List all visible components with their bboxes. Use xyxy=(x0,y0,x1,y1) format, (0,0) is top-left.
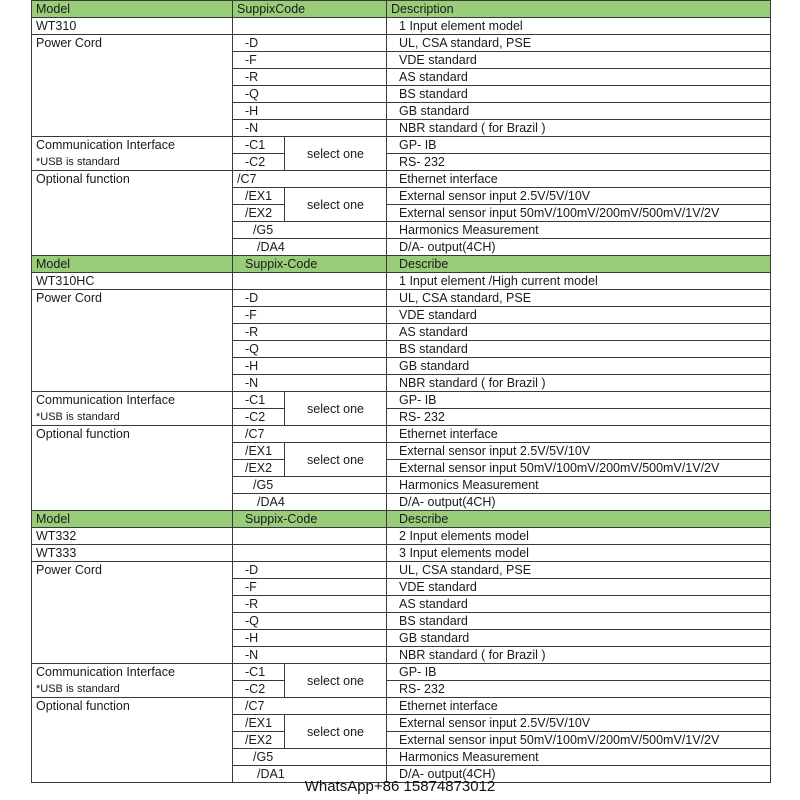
model-name: WT310HC xyxy=(32,273,233,290)
suffix-description: VDE standard xyxy=(387,52,771,69)
suffix-description: UL, CSA standard, PSE xyxy=(387,290,771,307)
section-header xyxy=(32,1,771,18)
optional-function-label: Optional function xyxy=(32,171,233,256)
suffix-code: /DA4 xyxy=(233,239,387,256)
section-header xyxy=(32,511,771,528)
suffix-code: -R xyxy=(233,324,387,341)
model-name: WT333 xyxy=(32,545,233,562)
model-description: 1 Input element /High current model xyxy=(387,273,771,290)
suffix-description: BS standard xyxy=(387,613,771,630)
suffix-description: External sensor input 2.5V/5V/10V xyxy=(387,188,771,205)
suffix-description: GB standard xyxy=(387,630,771,647)
comm-row xyxy=(32,154,771,171)
suffix-code: -C2 xyxy=(233,154,285,171)
suffix-description: AS standard xyxy=(387,324,771,341)
suffix-description: AS standard xyxy=(387,69,771,86)
suffix-description: GB standard xyxy=(387,358,771,375)
usb-standard-note: *USB is standard xyxy=(32,154,233,171)
suffix-description: VDE standard xyxy=(387,579,771,596)
suffix-description: RS- 232 xyxy=(387,154,771,171)
header-suffix-code: Suppix-Code xyxy=(233,511,387,528)
select-one-note: select one xyxy=(285,188,387,222)
suffix-code: /G5 xyxy=(233,222,387,239)
header-model: Model xyxy=(32,256,233,273)
suffix-description: GP- IB xyxy=(387,664,771,681)
suffix-code: -F xyxy=(233,579,387,596)
usb-standard-note: *USB is standard xyxy=(32,409,233,426)
suffix-code: -N xyxy=(233,120,387,137)
suffix-description: D/A- output(4CH) xyxy=(387,494,771,511)
suffix-code: -C1 xyxy=(233,664,285,681)
comm-row xyxy=(32,392,771,409)
power-cord-row xyxy=(32,562,771,579)
model-description: 1 Input element model xyxy=(387,18,771,35)
suffix-code: /DA1 xyxy=(233,766,387,783)
suffix-code: -R xyxy=(233,69,387,86)
suffix-description: GB standard xyxy=(387,103,771,120)
comm-row xyxy=(32,664,771,681)
suffix-code: /EX1 xyxy=(233,188,285,205)
suffix-code: -H xyxy=(233,358,387,375)
suffix-code: /EX1 xyxy=(233,715,285,732)
suffix-code: -N xyxy=(233,375,387,392)
optional-function-label: Optional function xyxy=(32,698,233,783)
suffix-code: -D xyxy=(233,290,387,307)
suffix-code: /EX2 xyxy=(233,732,285,749)
model-row xyxy=(32,273,771,290)
model-description: 2 Input elements model xyxy=(387,528,771,545)
suffix-description: NBR standard ( for Brazil ) xyxy=(387,375,771,392)
header-model: Model xyxy=(32,511,233,528)
power-cord-row xyxy=(32,290,771,307)
suffix-description: External sensor input 2.5V/5V/10V xyxy=(387,443,771,460)
suffix-description: BS standard xyxy=(387,86,771,103)
select-one-note: select one xyxy=(285,664,387,698)
power-cord-row xyxy=(32,35,771,52)
suffix-description: UL, CSA standard, PSE xyxy=(387,562,771,579)
suffix-description: RS- 232 xyxy=(387,681,771,698)
model-suffix-code-table xyxy=(31,0,771,783)
suffix-code: -H xyxy=(233,103,387,120)
header-model: Model xyxy=(32,1,233,18)
suffix-description: Ethernet interface xyxy=(387,426,771,443)
suffix-code: -D xyxy=(233,562,387,579)
suffix-description: External sensor input 50mV/100mV/200mV/500mV/1V/2V xyxy=(387,460,771,477)
suffix-code: /EX2 xyxy=(233,460,285,477)
suffix-description: Harmonics Measurement xyxy=(387,222,771,239)
model-row xyxy=(32,545,771,562)
model-row xyxy=(32,18,771,35)
power-cord-label: Power Cord xyxy=(32,290,233,392)
suffix-description: VDE standard xyxy=(387,307,771,324)
suffix-description: RS- 232 xyxy=(387,409,771,426)
model-description: 3 Input elements model xyxy=(387,545,771,562)
suffix-code: -D xyxy=(233,35,387,52)
suffix-code: -C2 xyxy=(233,681,285,698)
power-cord-label: Power Cord xyxy=(32,35,233,137)
suffix-description: NBR standard ( for Brazil ) xyxy=(387,120,771,137)
suffix-code: /G5 xyxy=(233,477,387,494)
suffix-code: /G5 xyxy=(233,749,387,766)
suffix-description: External sensor input 50mV/100mV/200mV/500mV/1V/2V xyxy=(387,205,771,222)
optional-row xyxy=(32,426,771,443)
suffix-description: Harmonics Measurement xyxy=(387,749,771,766)
model-row xyxy=(32,528,771,545)
suffix-code: /C7 xyxy=(233,426,387,443)
comm-row xyxy=(32,681,771,698)
suffix-code: -C2 xyxy=(233,409,285,426)
suffix-code: -F xyxy=(233,307,387,324)
header-description: Description xyxy=(387,1,771,18)
comm-interface-label: Communication Interface xyxy=(32,392,233,409)
suffix-description: Ethernet interface xyxy=(387,698,771,715)
suffix-description: UL, CSA standard, PSE xyxy=(387,35,771,52)
suffix-code: -C1 xyxy=(233,137,285,154)
select-one-note: select one xyxy=(285,715,387,749)
suffix-description: GP- IB xyxy=(387,137,771,154)
model-name: WT310 xyxy=(32,18,233,35)
header-description: Describe xyxy=(387,511,771,528)
suffix-code: -R xyxy=(233,596,387,613)
suffix-code: -C1 xyxy=(233,392,285,409)
select-one-note: select one xyxy=(285,137,387,171)
whatsapp-watermark: WhatsApp+86 15874873012 xyxy=(304,778,496,795)
suffix-description: External sensor input 50mV/100mV/200mV/500mV/1V/2V xyxy=(387,732,771,749)
select-one-note: select one xyxy=(285,443,387,477)
suffix-code: -F xyxy=(233,52,387,69)
suffix-description: D/A- output(4CH) xyxy=(387,239,771,256)
suffix-code: -N xyxy=(233,647,387,664)
power-cord-label: Power Cord xyxy=(32,562,233,664)
suffix-description: Ethernet interface xyxy=(387,171,771,188)
suffix-description: External sensor input 2.5V/5V/10V xyxy=(387,715,771,732)
suffix-code: /EX2 xyxy=(233,205,285,222)
comm-row xyxy=(32,137,771,154)
suffix-code: -Q xyxy=(233,613,387,630)
header-suffix-code: SuppixCode xyxy=(233,1,387,18)
suffix-description: BS standard xyxy=(387,341,771,358)
select-one-note: select one xyxy=(285,392,387,426)
optional-row xyxy=(32,698,771,715)
suffix-description: NBR standard ( for Brazil ) xyxy=(387,647,771,664)
header-description: Describe xyxy=(387,256,771,273)
suffix-description: GP- IB xyxy=(387,392,771,409)
section-header xyxy=(32,256,771,273)
suffix-code: -H xyxy=(233,630,387,647)
suffix-code: -Q xyxy=(233,341,387,358)
suffix-code: -Q xyxy=(233,86,387,103)
comm-row xyxy=(32,409,771,426)
usb-standard-note: *USB is standard xyxy=(32,681,233,698)
suffix-code: /C7 xyxy=(233,698,387,715)
suffix-code: /C7 xyxy=(233,171,387,188)
suffix-description: D/A- output(4CH) xyxy=(387,766,771,783)
comm-interface-label: Communication Interface xyxy=(32,664,233,681)
suffix-code: /DA4 xyxy=(233,494,387,511)
optional-function-label: Optional function xyxy=(32,426,233,511)
header-suffix-code: Suppix-Code xyxy=(233,256,387,273)
model-name: WT332 xyxy=(32,528,233,545)
suffix-code: /EX1 xyxy=(233,443,285,460)
optional-row xyxy=(32,171,771,188)
suffix-description: Harmonics Measurement xyxy=(387,477,771,494)
comm-interface-label: Communication Interface xyxy=(32,137,233,154)
suffix-description: AS standard xyxy=(387,596,771,613)
